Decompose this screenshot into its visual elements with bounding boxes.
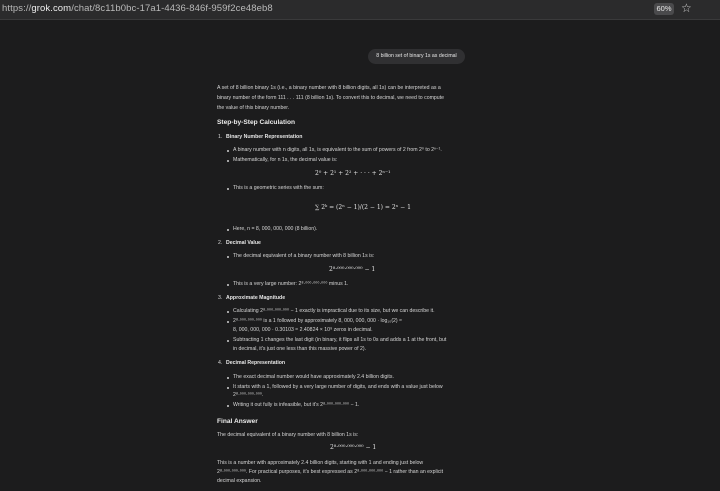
step-4-title: Decimal Representation — [226, 360, 286, 366]
step-3-title: Approximate Magnitude — [226, 295, 286, 301]
equation-geometric-sum: ∑ 2ᵏ = (2ⁿ − 1)/(2 − 1) = 2ⁿ − 1 — [315, 204, 411, 211]
heading-final-answer: Final Answer — [217, 418, 258, 425]
address-bar[interactable] — [2, 3, 273, 14]
user-message-bubble: 8 billion set of binary 1s as decimal — [368, 49, 465, 64]
step-1-bullet-1: A binary number with n digits, all 1s, is equivalent to the sum of powers of 2 from 2⁰ to 2ⁿ⁻¹. — [233, 147, 442, 153]
browser-toolbar — [0, 0, 720, 20]
step-1-number: 1. — [218, 134, 223, 140]
step-3-bullet-3-cont: in decimal, it's just one less than this massive power of 2). — [233, 346, 367, 352]
step-3-bullet-1: Calculating 2⁸·⁰⁰⁰·⁰⁰⁰·⁰⁰⁰ − 1 exactly is impractical due to its size, but we can describe it. — [233, 308, 435, 314]
zoom-level-badge[interactable]: 60% — [654, 3, 674, 15]
step-4-bullet-2-cont: 2⁸·⁰⁰⁰·⁰⁰⁰·⁰⁰⁰. — [233, 392, 264, 398]
step-1-bullet-4: Here, n = 8, 000, 000, 000 (8 billion). — [233, 226, 318, 232]
step-4-bullet-1: The exact decimal number would have approximately 2.4 billion digits. — [233, 374, 394, 380]
step-1-bullet-3: This is a geometric series with the sum: — [233, 185, 324, 191]
equation-series: 2⁰ + 2¹ + 2² + · · · + 2ⁿ⁻¹ — [315, 170, 391, 177]
equation-decimal-value: 2⁸·⁰⁰⁰·⁰⁰⁰·⁰⁰⁰ − 1 — [329, 266, 376, 273]
star-icon[interactable]: ☆ — [681, 1, 692, 15]
url-path: /chat/8c11b0bc-17a1-4436-846f-959f2ce48eb8 — [71, 3, 273, 14]
step-2-title: Decimal Value — [226, 240, 261, 246]
intro-line-3: the value of this binary number. — [217, 105, 290, 111]
intro-line-1: A set of 8 billion binary 1s (i.e., a binary number with 8 billion digits, all 1s) can be interpreted as a — [217, 85, 441, 91]
step-2-bullet-2: This is a very large number: 2⁸·⁰⁰⁰·⁰⁰⁰·⁰⁰⁰ minus 1. — [233, 281, 349, 287]
step-2-number: 2. — [218, 240, 223, 246]
final-line-2: This is a number with approximately 2.4 billion digits, starting with 1 and ending just below — [217, 460, 424, 466]
step-3-number: 3. — [218, 295, 223, 301]
step-2-bullet-1: The decimal equivalent of a binary number with 8 billion 1s is: — [233, 253, 375, 259]
step-1-title: Binary Number Representation — [226, 134, 303, 140]
step-4-number: 4. — [218, 360, 223, 366]
heading-steps: Step-by-Step Calculation — [217, 119, 296, 126]
final-line-3: 2⁸·⁰⁰⁰·⁰⁰⁰·⁰⁰⁰. For practical purposes, it's best expressed as 2⁸·⁰⁰⁰·⁰⁰⁰·⁰⁰⁰ − 1 rather than an explicit — [217, 469, 444, 475]
step-3-bullet-2-cont: 8, 000, 000, 000 · 0.30103 ≈ 2.40824 × 10⁹ zeros in decimal. — [233, 327, 373, 333]
url-host: grok.com — [31, 3, 72, 14]
intro-line-2: binary number of the form 111 . . . 111 (8 billion 1s). To convert this to decimal, we need to compute — [217, 95, 445, 101]
url-prefix: https:// — [2, 3, 32, 14]
final-line-4: decimal expansion. — [217, 478, 262, 484]
step-4-bullet-2: It starts with a 1, followed by a very large number of digits, and ends with a value just below — [233, 384, 443, 390]
final-line-1: The decimal equivalent of a binary number with 8 billion 1s is: — [217, 432, 359, 438]
equation-final: 2⁸·⁰⁰⁰·⁰⁰⁰·⁰⁰⁰ − 1 — [330, 444, 377, 451]
step-4-bullet-3: Writing it out fully is infeasible, but it's 2⁸·⁰⁰⁰·⁰⁰⁰·⁰⁰⁰ − 1. — [233, 402, 360, 408]
step-3-bullet-2: 2⁸·⁰⁰⁰·⁰⁰⁰·⁰⁰⁰ is a 1 followed by approximately 8, 000, 000, 000 · log₁₀(2) ≈ — [233, 318, 402, 324]
step-3-bullet-3: Subtracting 1 changes the last digit (in binary, it flips all 1s to 0s and adds a 1 at the front, but — [233, 337, 447, 343]
chat-page — [0, 20, 720, 491]
step-1-bullet-2: Mathematically, for n 1s, the decimal value is: — [233, 157, 338, 163]
